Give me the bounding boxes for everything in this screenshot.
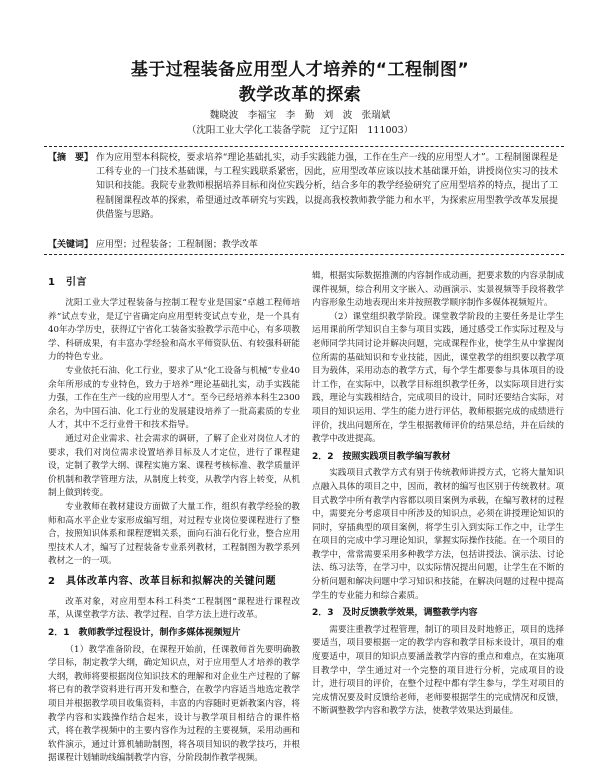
paragraph: 专业教师在教材建设方面做了大量工作，组织有教学经验的教师和高水平企业专家形成编写组，对过程专业岗位要课程进行了整合，按照知识体系和课程逻辑关系，面向石油石化行业，整合应用型技术人才，编写了过程装备专业系列教材，工程制图为教学系列教材之一的一项。 [48,501,300,567]
keywords-text: 应用型；过程装备；工程制图；教学改革 [95,240,258,250]
paragraph: 改革对象，对应用型本科工科类“工程制图”课程进行课程改革，从课堂教学方法、教学过程、自学方法上进行改革。 [48,596,300,621]
paragraph: 通过对企业需求、社会需求的调研，了解了企业对岗位人才的要求，我们对岗位需求设置培养目标及人才定位，进行了课程建设，定制了教学大纲、课程实施方案、课程考核标准、教学质量评价机制和教学管理方法，从制度上转变，从教学内容上转变，从机制上做到转变。 [48,433,300,499]
left-column [48,276,300,766]
paper-title [0,58,600,108]
abstract-top-rule [44,146,564,147]
subsection-heading-2-2: 2．2 按照实践项目教学编写教材 [312,451,451,462]
section-heading-intro: 1 引言 [48,277,87,288]
title-line-2: 教学改革的探索 [238,85,362,105]
paragraph: （2）课堂组织教学阶段。课堂教学阶段的主要任务是让学生运用课前所学知识自主参与项目实践，通过感受工作实际过程及与老师同学共同讨论并解决问题，完成课程作业，使学生从中掌握岗位所需的基础知识和专业技能，因此，课堂教学的组织要以教学项目为载体，采用动态的教学方式，每个学生都要参与具体项目的设计工作，在实际中，以教学目标组织教学任务，以实际项目进行实践，理论与实践相结合，完成项目的设计，同时还要结合实际，对项目的知识运用、学生的能力进行评估，教师根据完成的成绩进行评价，找出问题所在，学生根据教师评价的结果总结，并在后续的教学中改进提高。 [312,311,564,445]
right-column [312,270,564,719]
title-line-1: 基于过程装备应用型人才培养的“工程制图” [130,60,470,80]
subsection-heading-2-3: 2．3 及时反馈教学效果，调整教学内容 [312,608,478,619]
paragraph: 专业依托石油、化工行业，要求了从“化工设备与机械”专业40余年所形成的专业特色，致力于培养“理论基础扎实，动手实践能力强，工作在生产一线的应用型人才”。至今已经培养本科生2300余名，为中国石油、化工行业的发展建设培养了一批高素质的专业人才，其中不乏行业骨干和技术指导。 [48,365,300,431]
abstract-text: 作为应用型本科院校，要求培养“理论基础扎实，动手实践能力强，工作在生产一线的应用型人才”。工程制图课程是工科专业的一门技术基础课，与工程实践联系紧密，因此，应用型改革应该以技术基础课开始，讲授岗位实习的技术知识和技能。我院专业教师根据培养目标和岗位实践分析，结合多年的教学经验研究了应用型培养的特点，提出了工程制图课程改革的探索，希望通过改革研究与实践，以提高我校教师教学能力和水平，为探索应用型教学改革发展提供借鉴与思路。 [96,153,558,220]
paragraph: 沈阳工业大学过程装备与控制工程专业是国家“卓越工程师培养”试点专业，是辽宁省确定向应用型转变试点专业，是一个具有40年办学历史，获得辽宁省化工装备实验教学示范中心，有多项教学、科研成果，有丰富办学经验和高水平师资队伍、有较强科研能力的特色专业。 [48,298,300,363]
keywords-label: 【关键词】 [48,240,94,250]
abstract-bottom-rule [44,254,564,255]
affiliation: （沈阳工业大学化工装备学院 辽宁辽阳 111003） [186,125,414,136]
abstract [48,151,558,222]
subsection-heading-2-1: 2．1 教师教学过程设计，制作多媒体视频短片 [48,628,241,639]
paragraph: 实践项目式教学方式有别于传统教师讲授方式，它将大量知识点融入具体的项目之中，因而，教材的编写也区别于传统教材。项目式教学中所有教学内容都以项目案例为承载，在编写教材的过程中，需要充分考虑项目中所涉及的知识点，必须在讲授理论知识的同时，穿插典型的项目案例，将学生引入到实际工作之中，让学生在项目的完成中学习理论知识，掌握实际操作技能。在一个项目的教学中，常常需要采用多种教学方法，包括讲授法、演示法、讨论法、练习法等，在学习中，以实际情况提出问题，让学生在不断的分析问题和解决问题中学习知识和技能，在解决问题的过程中提高学生的专业能力和综合素质。 [312,468,564,601]
paragraph: （1）教学准备阶段，在课程开始前，任课教师首先要明确教学目标，制定教学大纲，确定知识点，对于应用型人才培养的教学大纲，教师将要根据岗位知识技术的理解和对企业生产过程的了解将已有的教学资料进行再开发和整合，在教学内容适当地选定教学项目并根据教学项目收集资料，丰富的内容随时更新教案内容，将教学内容和实践操作结合起来，设计与教学项目相结合的课件格式，将在教学视频中的主要内容作为过程的主要视频，采用动画和软件演示，通过计算机辅助制图，将各项目知识的教学技巧，并根据课程计划辅助线编制教学内容，分阶段制作教学视频。 [48,644,300,764]
abstract-label: 【摘 要】 [48,153,94,163]
paragraph: 需要注重教学过程管理，制订的项目及时地修正，项目的选择要适当，项目要根据一定的教学内容和教学目标来设计，项目的难度要适中，项目的知识点要涵盖教学内容的重点和难点，在实施项目教学中，学生通过对一个完整的项目进行分析，完成项目的设计，进行项目的评价，在整个过程中都有学生参与，学生对项目的完成情况要及时反馈给老师，老师要根据学生的完成情况和反馈，不断调整教学内容和教学方法，使教学效果达到最佳。 [312,624,564,717]
keywords [48,238,558,252]
authors: 魏晓波 李福宝 李 勤 刘 波 张瑞斌 [209,110,391,121]
section-heading-2: 2 具体改革内容、改革目标和拟解决的关键问题 [48,575,276,587]
paragraph: 辑，根据实际数据推测的内容制作成动画，把要求数的内容录制成课件视频，综合利用文字嵌入、动画演示、实景视频等手段将教学内容形象生动地表现出来并按照教学顺序制作多媒体视频短片。 [312,271,564,309]
